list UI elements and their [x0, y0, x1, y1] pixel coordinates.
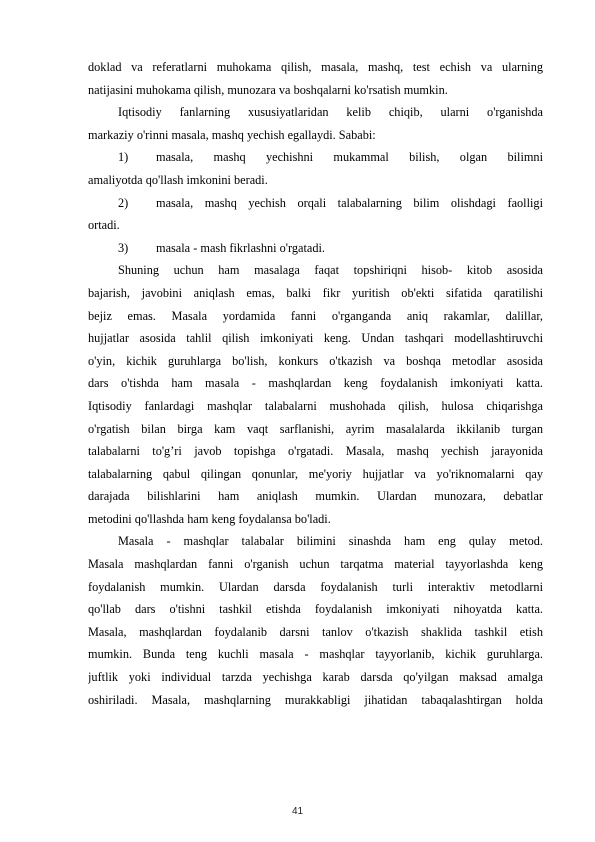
text-line: natijasini muhokama qilish, munozara va boshqalarni ko'rsatish mumkin.	[88, 82, 448, 97]
text-line: juftlik yoki individual tarzda yechishga karab darsda qo'yilgan maksad amalga	[88, 670, 543, 685]
text-line: bajarish, javobini aniqlash emas, balki fikr yuritish ob'ekti sifatida qaratilishi	[88, 285, 543, 300]
text-line: doklad va referatlarni muhokama qilish, masala, mashq, test echish va ularning	[88, 60, 543, 74]
list-item-text: masala - mash fikrlashni o'rgatadi.	[156, 240, 325, 255]
list-item-number: 2)	[118, 195, 129, 210]
page-number: 41	[291, 806, 304, 817]
text-line: o'yin, kichik guruhlarga bo'lish, konkurs o'tkazish va boshqa metodlar asosida	[88, 353, 543, 368]
text-line: Masala, mashqlardan foydalanib darsni tanlov o'tkazish shaklida tashkil etish	[88, 624, 543, 639]
text-line: Iqtisodiy fanlardagi mashqlar talabalarni mushohada qilish, hulosa chiqarishga	[88, 398, 543, 413]
list-item-continuation: amaliyotda qo'llash imkonini beradi.	[88, 172, 268, 187]
text-line: qo'llab dars o'tishni tashkil etishda foydalanish imkoniyati nihoyatda katta.	[88, 602, 543, 617]
text-line: bejiz emas. Masala yordamida fanni o'rganganda aniq rakamlar, dalillar,	[88, 308, 543, 323]
list-item-text: masala, mashq yechishni mukammal bilish, olgan bilimni	[156, 150, 543, 165]
list-item-text: masala, mashq yechish orqali talabalarning bilim olishdagi faolligi	[156, 195, 543, 210]
list-item-number: 1)	[118, 150, 129, 165]
list-item	[88, 146, 543, 169]
text-line: oshiriladi. Masala, mashqlarning murakkabligi jihatidan tabaqalashtirgan holda	[88, 692, 543, 707]
text-line: mumkin. Bunda teng kuchli masala - mashqlar tayyorlanib, kichik guruhlarga.	[88, 647, 543, 662]
text-line: darajada bilishlarini ham aniqlash mumkin. Ulardan munozara, debatlar	[88, 489, 543, 504]
list-item-continuation: ortadi.	[88, 218, 120, 233]
text-line: metodini qo'llashda ham keng foydalansa bo'ladi.	[88, 511, 331, 526]
text-line: dars o'tishda ham masala - mashqlardan keng foydalanish imkoniyati katta.	[88, 376, 543, 391]
text-line: talabalarning qabul qilingan qonunlar, me'yoriy hujjatlar va yo'riknomalarni qay	[88, 466, 543, 481]
text-line: talabalarni to'g’ri javob topishga o'rgatadi. Masala, mashq yechish jarayonida	[88, 444, 543, 459]
list-item	[88, 192, 543, 215]
text-line: Masala mashqlardan fanni o'rganish uchun tarqatma material tayyorlashda keng	[88, 557, 543, 572]
text-line: foydalanish mumkin. Ulardan darsda foydalanish turli interaktiv metodlarni	[88, 579, 543, 594]
text-line: o'rgatish bilan birga kam vaqt sarflanishi, ayrim masalalarda ikkilanib turgan	[88, 421, 543, 436]
text-line: Iqtisodiy fanlarning xususiyatlaridan kelib chiqib, ularni o'rganishda	[118, 105, 543, 120]
text-line: markaziy o'rinni masala, mashq yechish egallaydi. Sababi:	[88, 127, 376, 142]
document-page	[88, 56, 543, 711]
text-line: Masala - mashqlar talabalar bilimini sinashda ham eng qulay metod.	[118, 534, 543, 549]
list-item	[88, 237, 543, 260]
text-line: Shuning uchun ham masalaga faqat topshiriqni hisob- kitob asosida	[118, 263, 543, 278]
list-item-number: 3)	[118, 240, 129, 255]
text-line: hujjatlar asosida tahlil qilish imkoniyati keng. Undan tashqari modellashtiruvchi	[88, 331, 543, 346]
